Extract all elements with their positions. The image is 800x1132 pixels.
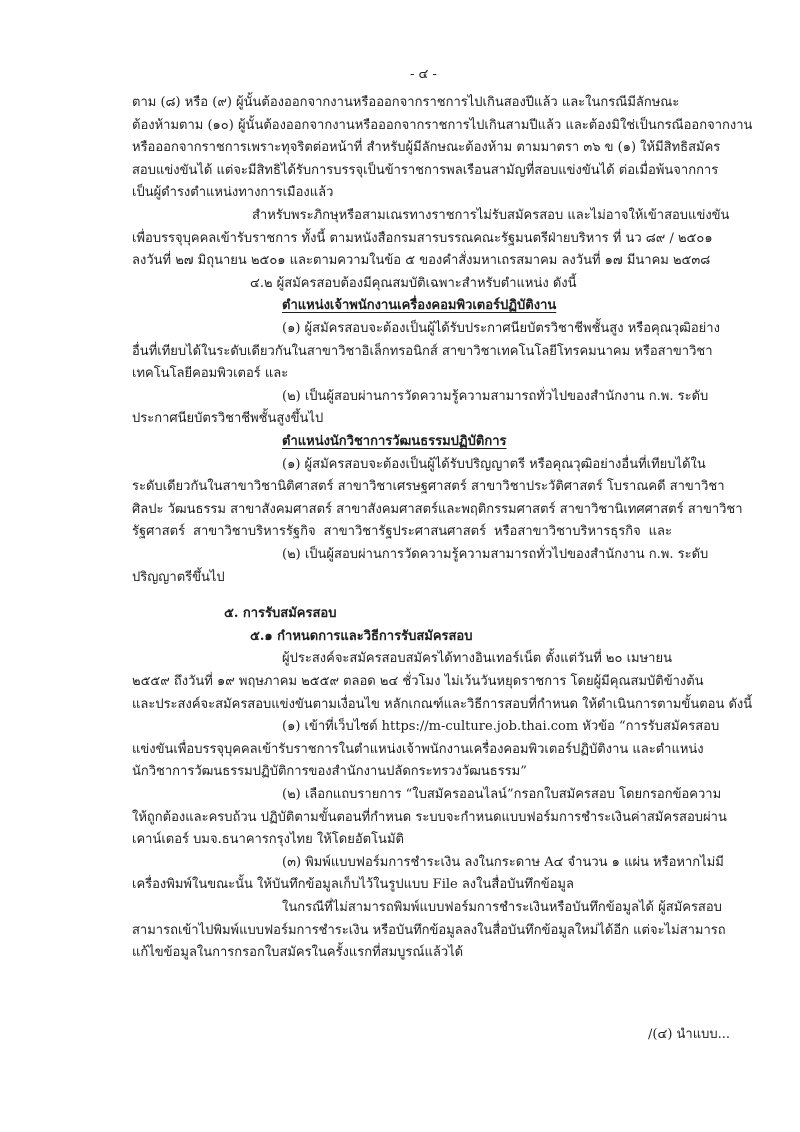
continuation-note: /(๔) นำแบบ... <box>648 1027 730 1042</box>
text-line: ให้ถูกต้องและครบถ้วน ปฏิบัติตามขั้นตอนที่กำหนด ระบบจะกำหนดแบบฟอร์มการชำระเงินค่าสมัครสอบผ่าน <box>132 809 727 825</box>
text-line: อื่นที่เทียบได้ในระดับเดียวกันในสาขาวิชาอิเล็กทรอนิกส์ สาขาวิชาเทคโนโลยีโทรคมนาคม หรือสาขาวิชา <box>132 343 713 359</box>
text-line: ตาม (๘) หรือ (๙) ผู้นั้นต้องออกจากงานหรือออกจากราชการไปเกินสองปีแล้ว และในกรณีมีลักษณะ <box>132 95 680 110</box>
text-line: เป็นผู้ดำรงตำแหน่งทางการเมืองแล้ว <box>132 185 334 201</box>
text-line: ต้องห้ามตาม (๑๐) ผู้นั้นต้องออกจากงานหรือออกจากราชการไปเกินสามปีแล้ว และต้องมิใช่เป็นกรณีออกจากงาน <box>132 117 753 133</box>
text-line: (๑) ผู้สมัครสอบจะต้องเป็นผู้ได้รับปริญญาตรี หรือคุณวุฒิอย่างอื่นที่เทียบได้ใน <box>282 456 706 472</box>
text-line: แข่งขันเพื่อบรรจุบุคคลเข้ารับราชการในตำแหน่งเจ้าพนักงานเครื่องคอมพิวเตอร์ปฏิบัติงาน และตำแหน่ง <box>132 741 704 757</box>
text-line: ๒๕๕๙ ถึงวันที่ ๑๙ พฤษภาคม ๒๕๕๙ ตลอด ๒๔ ชั่วโมง ไม่เว้นวันหยุดราชการ โดยผู้มีคุณสมบัติข้างต้น <box>132 674 704 689</box>
text-line: ปริญญาตรีขึ้นไป <box>132 569 225 585</box>
text-line: และประสงค์จะสมัครสอบแข่งขันตามเงื่อนไข หลักเกณฑ์และวิธีการสอบที่กำหนด ให้ดำเนินการตามขั้นตอน ดังนี้ <box>132 696 753 712</box>
page-number: - ๔ - <box>410 67 437 82</box>
text-line: เพื่อบรรจุบุคคลเข้ารับราชการ ทั้งนี้ ตามหนังสือกรมสารบรรณคณะรัฐมนตรีฝ่ายบริหาร ที่ นว ๘๙ / ๒๕๐๑ <box>132 230 713 246</box>
text-line: ลงวันที่ ๒๗ มิถุนายน ๒๕๐๑ และตามความในข้อ ๕ ของคำสั่งมหาเถรสมาคม ลงวันที่ ๑๗ มีนาคม ๒๕๓๘ <box>132 253 711 269</box>
text-line: ศิลปะ วัฒนธรรม สาขาสังคมศาสตร์ สาขาสังคมศาสตร์และพฤติกรรมศาสตร์ สาขาวิชานิเทศศาสตร์ สาขาวิชา <box>132 501 743 517</box>
text-line: (๑) เข้าที่เว็บไซต์ https://m-culture.job.thai.com หัวข้อ “การรับสมัครสอบ <box>282 719 720 735</box>
text-line: ๕. การรับสมัครสอบ <box>224 606 337 622</box>
text-line: (๓) พิมพ์แบบฟอร์มการชำระเงิน ลงในกระดาษ A๔ จำนวน ๑ แผ่น หรือหากไม่มี <box>282 854 724 870</box>
text-line: ประกาศนียบัตรวิชาชีพชั้นสูงขึ้นไป <box>132 411 324 427</box>
text-line: สำหรับพระภิกษุหรือสามเณรทางราชการไม่รับสมัครสอบ และไม่อาจให้เข้าสอบแข่งขัน <box>252 208 730 223</box>
text-line: ผู้ประสงค์จะสมัครสอบสมัครได้ทางอินเทอร์เน็ต ตั้งแต่วันที่ ๒๐ เมษายน <box>282 651 672 667</box>
text-line: ในกรณีที่ไม่สามารถพิมพ์แบบฟอร์มการชำระเงินหรือบันทึกข้อมูลได้ ผู้สมัครสอบ <box>282 900 722 915</box>
text-line: สอบแข่งขันได้ แต่จะมีสิทธิได้รับการบรรจุเป็นข้าราชการพลเรือนสามัญที่สอบแข่งขันได้ ต่อเมื่อพ้นจากการ <box>132 162 719 178</box>
text-line: ตำแหน่งนักวิชาการวัฒนธรรมปฏิบัติการ <box>282 434 507 449</box>
text-line: ตำแหน่งเจ้าพนักงานเครื่องคอมพิวเตอร์ปฏิบัติงาน <box>282 298 557 314</box>
text-line: นักวิชาการวัฒนธรรมปฏิบัติการของสำนักงานปลัดกระทรวงวัฒนธรรม” <box>132 764 527 780</box>
text-line: ๔.๒ ผู้สมัครสอบต้องมีคุณสมบัติเฉพาะสำหรับตำแหน่ง ดังนี้ <box>250 275 577 291</box>
text-line: แก้ไขข้อมูลในการกรอกใบสมัครในครั้งแรกที่สมบูรณ์แล้วได้ <box>132 945 464 961</box>
text-line: สามารถเข้าไปพิมพ์แบบฟอร์มการชำระเงิน หรือบันทึกข้อมูลลงในสื่อบันทึกข้อมูลใหม่ได้อีก แต่จะไม่สามารถ <box>132 922 726 938</box>
text-line: หรือออกจากราชการเพราะทุจริตต่อหน้าที่ สำหรับผู้มีลักษณะต้องห้าม ตามมาตรา ๓๖ ข (๑) ให้มีสิทธิสมัคร <box>132 140 721 156</box>
text-line: ระดับเดียวกันในสาขาวิชานิติศาสตร์ สาขาวิชาเศรษฐศาสตร์ สาขาวิชาประวัติศาสตร์ โบราณคดี สาขาวิชา <box>132 479 725 495</box>
text-line: รัฐศาสตร์ สาขาวิชาบริหารรัฐกิจ สาขาวิชารัฐประศาสนศาสตร์ หรือสาขาวิชาบริหารธุรกิจ และ <box>132 524 672 540</box>
text-line: (๒) เป็นผู้สอบผ่านการวัดความรู้ความสามารถทั่วไปของสำนักงาน ก.พ. ระดับ <box>282 547 709 562</box>
text-line: ๕.๑ กำหนดการและวิธีการรับสมัครสอบ <box>250 628 473 644</box>
text-line: (๒) เลือกแถบรายการ “ใบสมัครออนไลน์”กรอกใบสมัครสอบ โดยกรอกข้อความ <box>282 787 722 802</box>
text-line: เคาน์เตอร์ บมจ.ธนาคารกรุงไทย ให้โดยอัตโนมัติ <box>132 832 404 848</box>
text-line: (๒) เป็นผู้สอบผ่านการวัดความรู้ความสามารถทั่วไปของสำนักงาน ก.พ. ระดับ <box>282 388 709 404</box>
text-line: เครื่องพิมพ์ในขณะนั้น ให้บันทึกข้อมูลเก็บไว้ในรูปแบบ File ลงในสื่อบันทึกข้อมูล <box>132 877 574 893</box>
text-line: (๑) ผู้สมัครสอบจะต้องเป็นผู้ได้รับประกาศนียบัตรวิชาชีพชั้นสูง หรือคุณวุฒิอย่าง <box>282 321 720 336</box>
text-line: เทคโนโลยีคอมพิวเตอร์ และ <box>132 366 289 382</box>
